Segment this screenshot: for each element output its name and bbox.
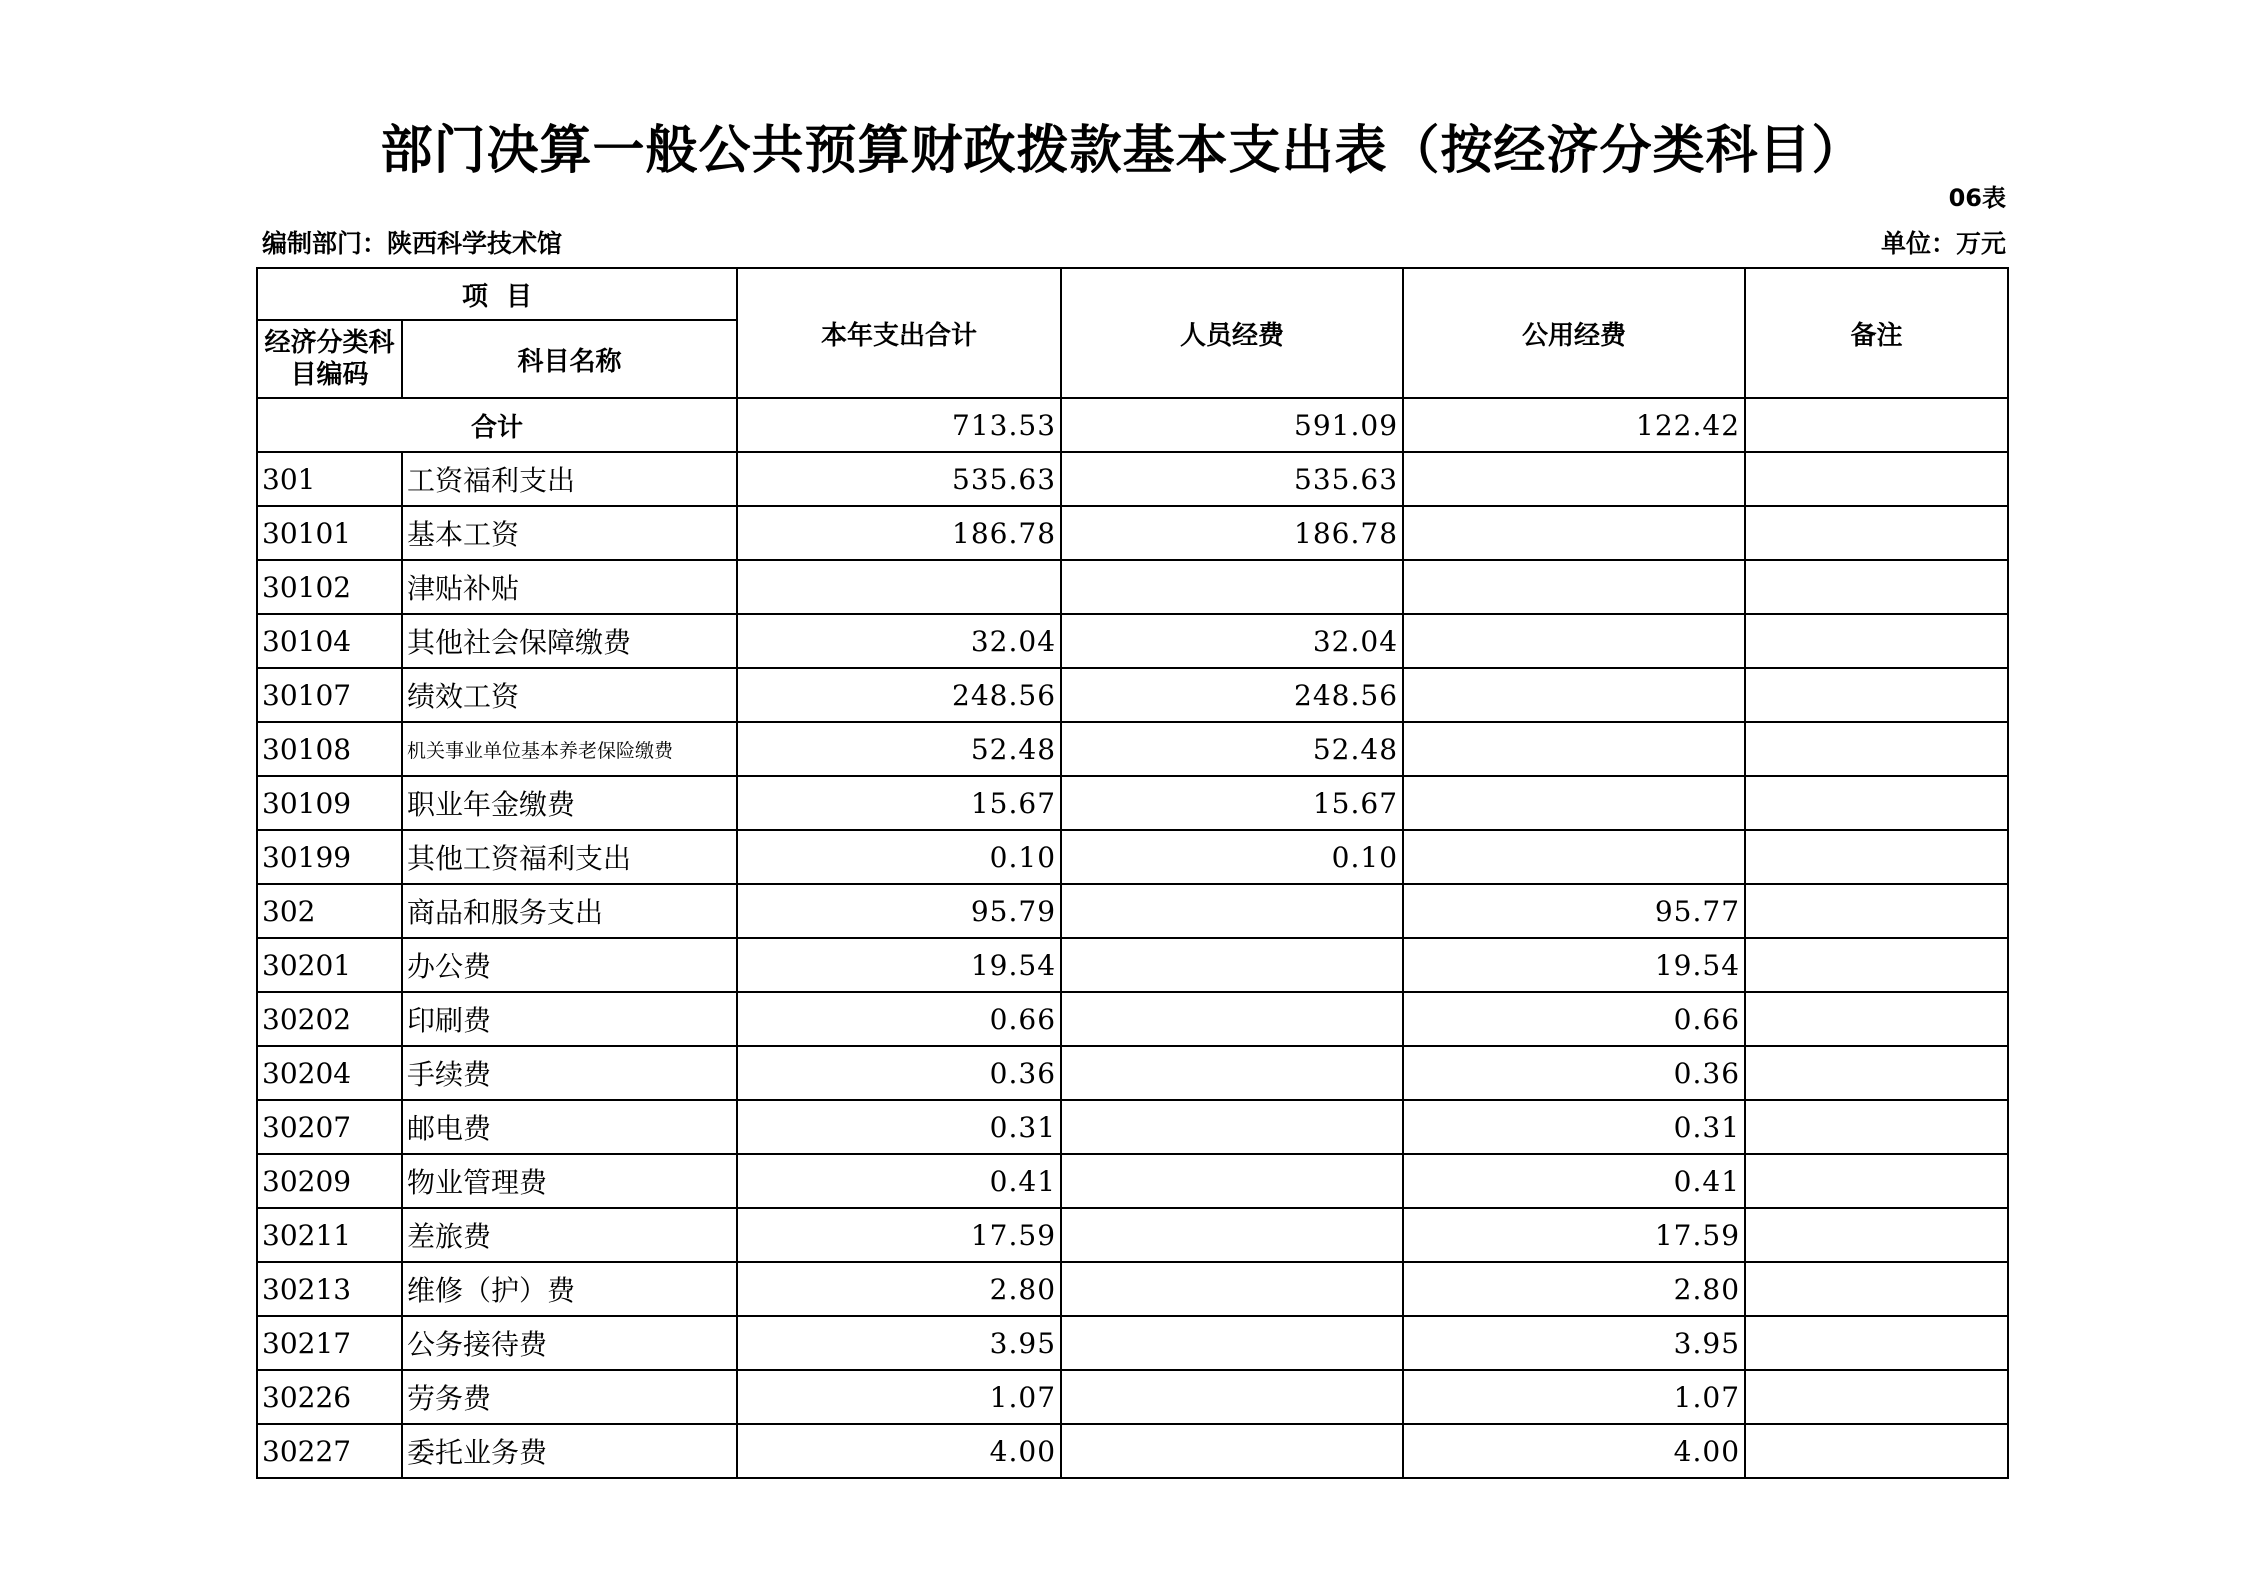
row-remark — [1745, 614, 2008, 668]
table-row — [257, 722, 2008, 776]
row-code: 30226 — [257, 1370, 402, 1424]
row-code: 30104 — [257, 614, 402, 668]
header-total: 本年支出合计 — [737, 268, 1061, 398]
row-code: 30107 — [257, 668, 402, 722]
row-total: 1.07 — [737, 1370, 1061, 1424]
table-row — [257, 614, 2008, 668]
table-row — [257, 884, 2008, 938]
row-remark — [1745, 1100, 2008, 1154]
row-public — [1403, 560, 1745, 614]
row-remark — [1745, 992, 2008, 1046]
header-name: 科目名称 — [402, 320, 737, 398]
row-remark — [1745, 1424, 2008, 1478]
table-row — [257, 506, 2008, 560]
row-total: 0.31 — [737, 1100, 1061, 1154]
row-subject-name: 邮电费 — [402, 1100, 737, 1154]
row-public: 0.36 — [1403, 1046, 1745, 1100]
row-personnel: 52.48 — [1061, 722, 1403, 776]
unit-label: 单位：万元 — [1880, 229, 2006, 258]
table-number: 06表 — [1948, 184, 2006, 212]
row-subject-name: 劳务费 — [402, 1370, 737, 1424]
row-subject-name: 维修（护）费 — [402, 1262, 737, 1316]
row-remark — [1745, 722, 2008, 776]
row-remark — [1745, 506, 2008, 560]
row-code: 30227 — [257, 1424, 402, 1478]
total-row-remark — [1745, 398, 2008, 452]
row-public: 95.77 — [1403, 884, 1745, 938]
row-total: 15.67 — [737, 776, 1061, 830]
row-total: 3.95 — [737, 1316, 1061, 1370]
header-public: 公用经费 — [1403, 268, 1745, 398]
row-subject-name: 委托业务费 — [402, 1424, 737, 1478]
row-subject-name: 手续费 — [402, 1046, 737, 1100]
row-remark — [1745, 1370, 2008, 1424]
table-row — [257, 1424, 2008, 1478]
row-personnel — [1061, 1262, 1403, 1316]
row-code: 30108 — [257, 722, 402, 776]
total-row-personnel: 591.09 — [1061, 398, 1403, 452]
row-total: 17.59 — [737, 1208, 1061, 1262]
row-total — [737, 560, 1061, 614]
table-header — [257, 268, 2008, 398]
row-total: 95.79 — [737, 884, 1061, 938]
row-public — [1403, 830, 1745, 884]
row-public: 1.07 — [1403, 1370, 1745, 1424]
row-personnel — [1061, 938, 1403, 992]
row-remark — [1745, 1046, 2008, 1100]
row-total: 52.48 — [737, 722, 1061, 776]
row-code: 30101 — [257, 506, 402, 560]
row-subject-name: 公务接待费 — [402, 1316, 737, 1370]
row-total: 0.10 — [737, 830, 1061, 884]
row-code: 30207 — [257, 1100, 402, 1154]
row-public: 0.66 — [1403, 992, 1745, 1046]
table-row — [257, 560, 2008, 614]
row-personnel — [1061, 1370, 1403, 1424]
row-subject-name: 商品和服务支出 — [402, 884, 737, 938]
row-code: 30213 — [257, 1262, 402, 1316]
row-personnel — [1061, 1208, 1403, 1262]
row-code: 30102 — [257, 560, 402, 614]
row-total: 0.66 — [737, 992, 1061, 1046]
row-public: 0.41 — [1403, 1154, 1745, 1208]
row-code: 30199 — [257, 830, 402, 884]
row-subject-name: 工资福利支出 — [402, 452, 737, 506]
row-personnel — [1061, 992, 1403, 1046]
row-public: 3.95 — [1403, 1316, 1745, 1370]
row-code: 30204 — [257, 1046, 402, 1100]
row-remark — [1745, 668, 2008, 722]
row-public — [1403, 452, 1745, 506]
row-public — [1403, 722, 1745, 776]
table-row — [257, 1046, 2008, 1100]
row-total: 4.00 — [737, 1424, 1061, 1478]
row-personnel: 0.10 — [1061, 830, 1403, 884]
total-row-label: 合计 — [257, 398, 737, 452]
row-total: 0.41 — [737, 1154, 1061, 1208]
row-total: 0.36 — [737, 1046, 1061, 1100]
row-remark — [1745, 776, 2008, 830]
header-project: 项 目 — [257, 268, 737, 320]
table-row — [257, 1370, 2008, 1424]
row-subject-name: 物业管理费 — [402, 1154, 737, 1208]
row-code: 301 — [257, 452, 402, 506]
row-public — [1403, 506, 1745, 560]
row-subject-name: 职业年金缴费 — [402, 776, 737, 830]
row-code: 30201 — [257, 938, 402, 992]
row-code: 302 — [257, 884, 402, 938]
table-body — [257, 398, 2008, 1478]
table-row — [257, 1100, 2008, 1154]
row-public — [1403, 776, 1745, 830]
row-code: 30217 — [257, 1316, 402, 1370]
row-subject-name: 其他工资福利支出 — [402, 830, 737, 884]
table-row — [257, 830, 2008, 884]
table-row — [257, 992, 2008, 1046]
row-personnel — [1061, 884, 1403, 938]
header-personnel: 人员经费 — [1061, 268, 1403, 398]
row-total: 32.04 — [737, 614, 1061, 668]
row-code: 30211 — [257, 1208, 402, 1262]
row-personnel — [1061, 1100, 1403, 1154]
row-remark — [1745, 1208, 2008, 1262]
row-personnel — [1061, 1154, 1403, 1208]
row-total: 535.63 — [737, 452, 1061, 506]
table-row — [257, 776, 2008, 830]
row-personnel: 248.56 — [1061, 668, 1403, 722]
row-remark — [1745, 884, 2008, 938]
row-public — [1403, 668, 1745, 722]
table-row — [257, 1262, 2008, 1316]
total-row — [257, 398, 2008, 452]
table-row — [257, 452, 2008, 506]
compiling-department: 编制部门：陕西科学技术馆 — [262, 229, 563, 258]
row-subject-name: 办公费 — [402, 938, 737, 992]
row-public: 19.54 — [1403, 938, 1745, 992]
row-code: 30209 — [257, 1154, 402, 1208]
row-remark — [1745, 560, 2008, 614]
row-personnel: 186.78 — [1061, 506, 1403, 560]
row-personnel — [1061, 560, 1403, 614]
page-title: 部门决算一般公共预算财政拨款基本支出表（按经济分类科目） — [380, 121, 1865, 181]
row-total: 248.56 — [737, 668, 1061, 722]
row-remark — [1745, 452, 2008, 506]
total-row-public: 122.42 — [1403, 398, 1745, 452]
row-personnel: 535.63 — [1061, 452, 1403, 506]
table-row — [257, 1154, 2008, 1208]
table-row — [257, 938, 2008, 992]
expenditure-table — [256, 267, 2009, 1479]
table-row — [257, 1208, 2008, 1262]
row-remark — [1745, 1262, 2008, 1316]
row-subject-name: 绩效工资 — [402, 668, 737, 722]
table-row — [257, 668, 2008, 722]
row-personnel — [1061, 1424, 1403, 1478]
row-public: 2.80 — [1403, 1262, 1745, 1316]
header-code: 经济分类科目编码 — [257, 320, 402, 398]
row-public: 17.59 — [1403, 1208, 1745, 1262]
row-total: 2.80 — [737, 1262, 1061, 1316]
row-code: 30109 — [257, 776, 402, 830]
row-remark — [1745, 938, 2008, 992]
row-public: 4.00 — [1403, 1424, 1745, 1478]
row-code: 30202 — [257, 992, 402, 1046]
row-personnel — [1061, 1046, 1403, 1100]
row-subject-name: 机关事业单位基本养老保险缴费 — [402, 722, 737, 776]
row-subject-name: 其他社会保障缴费 — [402, 614, 737, 668]
row-total: 186.78 — [737, 506, 1061, 560]
row-total: 19.54 — [737, 938, 1061, 992]
row-subject-name: 差旅费 — [402, 1208, 737, 1262]
total-row-total: 713.53 — [737, 398, 1061, 452]
row-remark — [1745, 830, 2008, 884]
row-personnel — [1061, 1316, 1403, 1370]
row-remark — [1745, 1154, 2008, 1208]
header-remark: 备注 — [1745, 268, 2008, 398]
row-subject-name: 基本工资 — [402, 506, 737, 560]
row-personnel: 15.67 — [1061, 776, 1403, 830]
table-row — [257, 1316, 2008, 1370]
row-public: 0.31 — [1403, 1100, 1745, 1154]
row-subject-name: 津贴补贴 — [402, 560, 737, 614]
row-subject-name: 印刷费 — [402, 992, 737, 1046]
row-public — [1403, 614, 1745, 668]
row-remark — [1745, 1316, 2008, 1370]
row-personnel: 32.04 — [1061, 614, 1403, 668]
